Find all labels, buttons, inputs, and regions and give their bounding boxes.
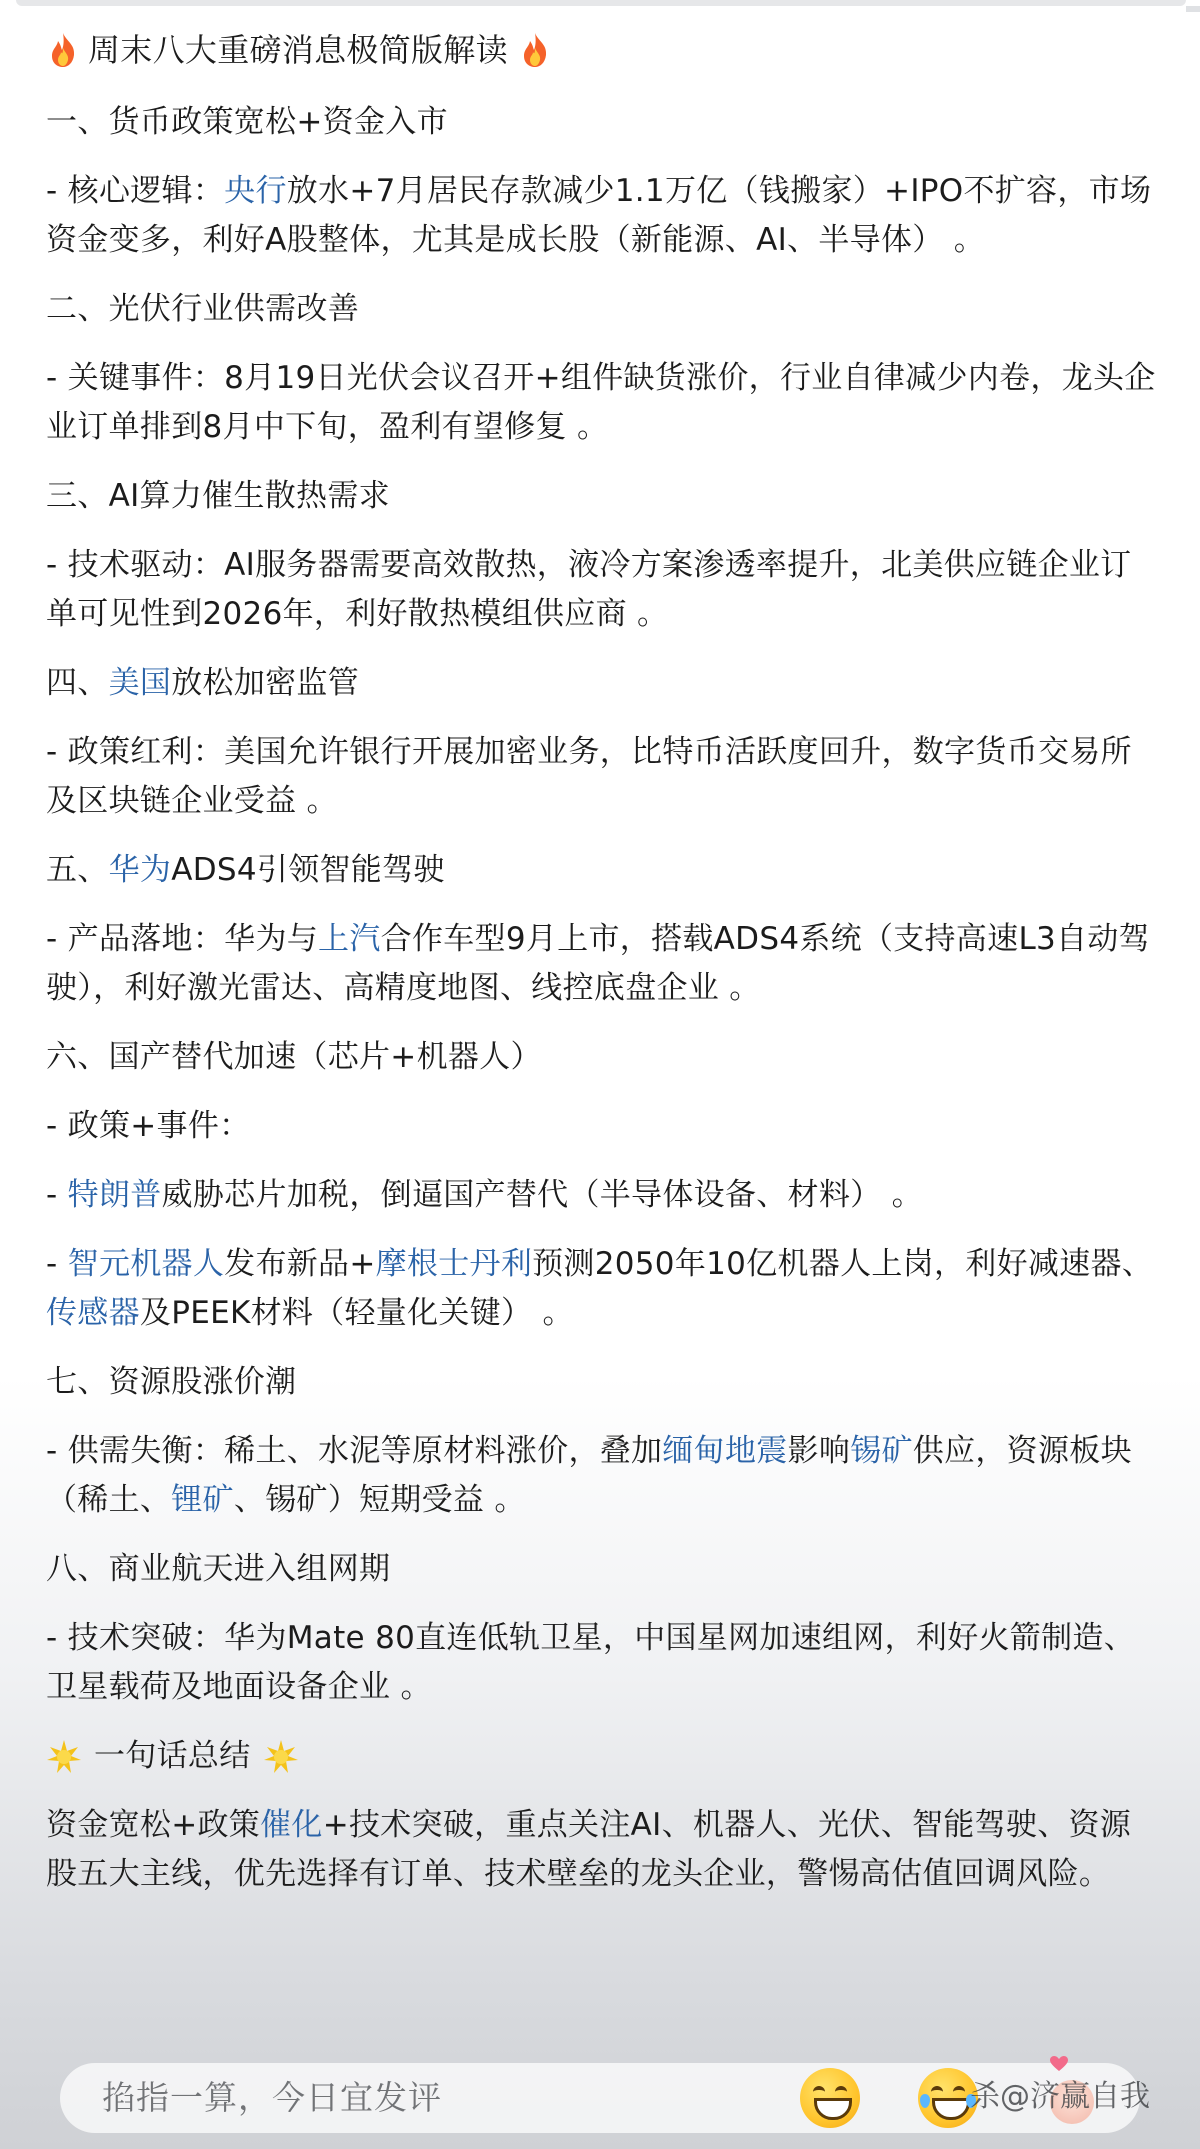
body-text: 稀土、水泥等原材料涨价，叠加 — [224, 1433, 663, 1469]
section-heading: 二、光伏行业供需改善 — [46, 291, 359, 327]
body-text: 华为Mate 80直连低轨卫星，中国星网加速组网，利好火箭制造、卫星载荷及地面设备企业 。 — [46, 1620, 1136, 1705]
keyword-link[interactable]: 摩根士丹利 — [375, 1246, 533, 1282]
keyword-link[interactable]: 央行 — [224, 173, 287, 209]
eye — [813, 2086, 825, 2098]
section-body — [46, 167, 1156, 265]
body-prefix: - 技术突破： — [46, 1620, 225, 1656]
title-text: 周末八大重磅消息极简版解读 — [88, 31, 508, 69]
section-body — [46, 1614, 1156, 1712]
bullet-item — [46, 1240, 1156, 1338]
top-edge-bar — [0, 0, 1200, 12]
section-heading: 三、AI算力催生散热需求 — [46, 478, 390, 514]
section-heading — [46, 659, 1156, 708]
heading-number: 四、 — [46, 665, 109, 701]
body-text: 影响 — [787, 1433, 851, 1469]
sparkle-sun-icon — [46, 1739, 82, 1775]
keyword-link[interactable]: 锡矿 — [850, 1433, 913, 1469]
keyword-link[interactable]: 缅甸地震 — [662, 1433, 788, 1469]
drag-handle — [16, 0, 1186, 6]
section-subheading: - 政策+事件： — [46, 1108, 251, 1144]
body-prefix: - 供需失衡： — [46, 1433, 225, 1469]
sparkle-sun-icon — [263, 1739, 299, 1775]
bullet-dash: - — [46, 1177, 68, 1213]
keyword-link[interactable]: 美国 — [108, 665, 172, 701]
keyword-link[interactable]: 特朗普 — [67, 1177, 162, 1213]
heading-number: 五、 — [46, 852, 109, 888]
section-heading: 八、商业航天进入组网期 — [46, 1551, 391, 1587]
body-text: 美国允许银行开展加密业务，比特币活跃度回升，数字货币交易所及区块链企业受益 。 — [46, 734, 1132, 819]
summary-heading — [46, 1732, 1156, 1781]
body-text: 华为与 — [224, 921, 319, 957]
heading-text: ADS4引领智能驾驶 — [171, 852, 445, 888]
fire-icon — [520, 32, 550, 68]
body-text: 合作车型9月上市，搭载ADS4系统（支持高速L3自动驾驶），利好激光雷达、高精度地图、线控底盘企业 。 — [46, 921, 1150, 1006]
keyword-link[interactable]: 传感器 — [46, 1295, 140, 1331]
body-text: 供应，资源板块（稀土、 — [46, 1433, 1132, 1518]
section-body — [46, 1427, 1156, 1525]
section-heading — [46, 846, 1156, 895]
grinning-face-icon[interactable] — [800, 2068, 860, 2128]
heart-icon — [1050, 2056, 1068, 2072]
summary-body — [46, 1801, 1156, 1899]
section-heading: 七、资源股涨价潮 — [46, 1364, 297, 1400]
mouth — [932, 2098, 970, 2120]
body-prefix: - 产品落地： — [46, 921, 225, 957]
post-content — [46, 22, 1156, 1919]
section-body — [46, 354, 1156, 452]
mouth — [814, 2098, 852, 2120]
keyword-link[interactable]: 华为 — [108, 852, 172, 888]
comment-input-prompt[interactable]: 掐指一算，今日宜发评 — [102, 2078, 442, 2117]
tear — [920, 2094, 930, 2108]
summary-title-text: 一句话总结 — [94, 1738, 251, 1774]
body-text: 放水+7月居民存款减少1.1万亿（钱搬家）+IPO不扩容，市场资金变多，利好A股整体，尤其是成长股（新能源、AI、半导体） 。 — [46, 173, 1152, 258]
heading-text: 放松加密监管 — [171, 665, 360, 701]
body-text: 发布新品+ — [224, 1246, 376, 1282]
section-body — [46, 728, 1156, 826]
body-text: 资金宽松+政策 — [46, 1807, 261, 1843]
body-text: 及PEEK材料（轻量化关键） 。 — [139, 1295, 574, 1331]
eye — [835, 2086, 847, 2098]
author-name[interactable]: 杀@济赢自我 — [970, 2079, 1150, 2114]
body-prefix: - 技术驱动： — [46, 547, 225, 583]
body-text: 8月19日光伏会议召开+组件缺货涨价，行业自律减少内卷，龙头企业订单排到8月中下旬，盈利有望修复 。 — [46, 360, 1156, 445]
body-text: 预测2050年10亿机器人上岗，利好减速器、 — [532, 1246, 1154, 1282]
section-heading: 一、货币政策宽松+资金入市 — [46, 104, 448, 140]
section-body — [46, 541, 1156, 639]
keyword-link[interactable]: 上汽 — [318, 921, 381, 957]
section-heading: 六、国产替代加速（芯片+机器人） — [46, 1039, 542, 1075]
post-title — [46, 22, 1156, 78]
body-text: AI服务器需要高效散热，液冷方案渗透率提升，北美供应链企业订单可见性到2026年，利好散热模组供应商 。 — [46, 547, 1132, 632]
section-body — [46, 915, 1156, 1013]
bullet-item — [46, 1171, 1156, 1220]
bullet-dash: - — [46, 1246, 68, 1282]
eye — [953, 2086, 965, 2098]
body-text: +技术突破，重点关注AI、机器人、光伏、智能驾驶、资源股五大主线，优先选择有订单、技术壁垒的龙头企业，警惕高估值回调风险。 — [46, 1807, 1132, 1892]
keyword-link[interactable]: 催化 — [260, 1807, 323, 1843]
tears-of-joy-icon[interactable] — [918, 2068, 978, 2128]
fire-icon — [48, 32, 78, 68]
keyword-link[interactable]: 智元机器人 — [67, 1246, 225, 1282]
body-prefix: - 关键事件： — [46, 360, 225, 396]
body-prefix: - 政策红利： — [46, 734, 225, 770]
corner-edge — [1186, 6, 1200, 12]
eye — [931, 2086, 943, 2098]
keyword-link[interactable]: 锂矿 — [171, 1482, 234, 1518]
body-text: 、锡矿）短期受益 。 — [233, 1482, 526, 1518]
body-text: 威胁芯片加税，倒逼国产替代（半导体设备、材料） 。 — [161, 1177, 923, 1213]
body-prefix: - 核心逻辑： — [46, 173, 225, 209]
